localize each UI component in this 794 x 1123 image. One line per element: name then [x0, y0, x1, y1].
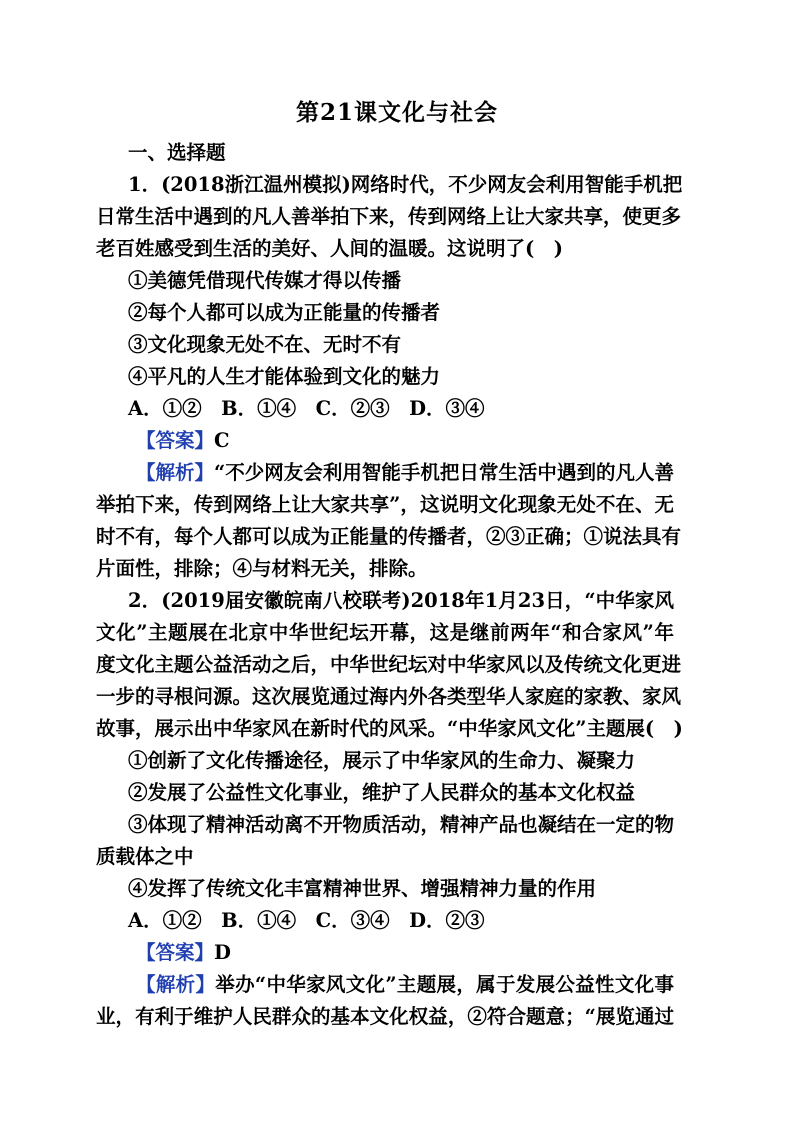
analysis-text: 举办“中华家风文化”主题展，属于发展公益性文化事 — [215, 973, 674, 996]
q1-item: ③文化现象无处不在、无时不有 — [128, 333, 402, 356]
q1-analysis-line — [136, 463, 674, 483]
q1-analysis-line: 举拍下来，传到网络上让大家共享”，这说明文化现象无处不在、无 — [96, 493, 674, 516]
q2-analysis-line — [136, 975, 674, 995]
q2-options: A．①② B．①④ C．③④ D．②③ — [128, 909, 485, 932]
q2-item: ①创新了文化传播途径，展示了中华家风的生命力、凝聚力 — [128, 749, 636, 772]
q1-item: ④平凡的人生才能体验到文化的魅力 — [128, 365, 441, 388]
q1-stem-line: 1．(2018浙江温州模拟)网络时代，不少网友会利用智能手机把 — [128, 173, 683, 196]
q1-item: ①美德凭借现代传媒才得以传播 — [128, 269, 402, 292]
answer-tag: 【答案】 — [136, 941, 215, 964]
q2-item-continued: 质载体之中 — [96, 845, 194, 868]
analysis-tag: 【解析】 — [136, 973, 216, 996]
q1-stem-line: 老百姓感受到生活的美好、人间的温暖。这说明了( ) — [96, 237, 563, 260]
q2-item: ④发挥了传统文化丰富精神世界、增强精神力量的作用 — [128, 877, 597, 900]
answer-value: C — [214, 429, 230, 452]
q1-analysis-line: 时不有，每个人都可以成为正能量的传播者，②③正确；①说法具有 — [96, 525, 682, 548]
q2-stem-line: 文化”主题展在北京中华世纪坛开幕，这是继前两年“和合家风”年 — [96, 621, 674, 644]
page-title: 第21课文化与社会 — [295, 99, 498, 126]
q1-options: A．①② B．①④ C．②③ D．③④ — [128, 397, 485, 420]
answer-value: D — [214, 941, 231, 964]
q2-item: ②发展了公益性文化事业，维护了人民群众的基本文化权益 — [128, 781, 636, 804]
q2-item: ③体现了精神活动离不开物质活动，精神产品也凝结在一定的物 — [128, 813, 675, 836]
q2-stem-line: 2．(2019届安徽皖南八校联考)2018年1月23日，“中华家风 — [128, 589, 674, 612]
q1-analysis-line: 片面性，排除；④与材料无关，排除。 — [96, 557, 428, 580]
section-heading: 一、选择题 — [128, 141, 226, 164]
q2-answer — [136, 943, 231, 963]
analysis-tag: 【解析】 — [136, 461, 215, 484]
analysis-text: “不少网友会利用智能手机把日常生活中遇到的凡人善 — [214, 461, 674, 484]
q1-answer — [136, 431, 230, 451]
answer-tag: 【答案】 — [136, 429, 215, 452]
q2-stem-line: 故事，展示出中华家风在新时代的风采。“中华家风文化”主题展( ) — [96, 717, 683, 740]
q1-item: ②每个人都可以成为正能量的传播者 — [128, 301, 441, 324]
q2-stem-line: 一步的寻根问源。这次展览通过海内外各类型华人家庭的家教、家风 — [96, 685, 682, 708]
q2-analysis-line: 业，有利于维护人民群众的基本文化权益，②符合题意；“展览通过 — [96, 1005, 674, 1028]
q2-stem-line: 度文化主题公益活动之后，中华世纪坛对中华家风以及传统文化更进 — [96, 653, 682, 676]
q1-stem-line: 日常生活中遇到的凡人善举拍下来，传到网络上让大家共享，使更多 — [96, 205, 682, 228]
